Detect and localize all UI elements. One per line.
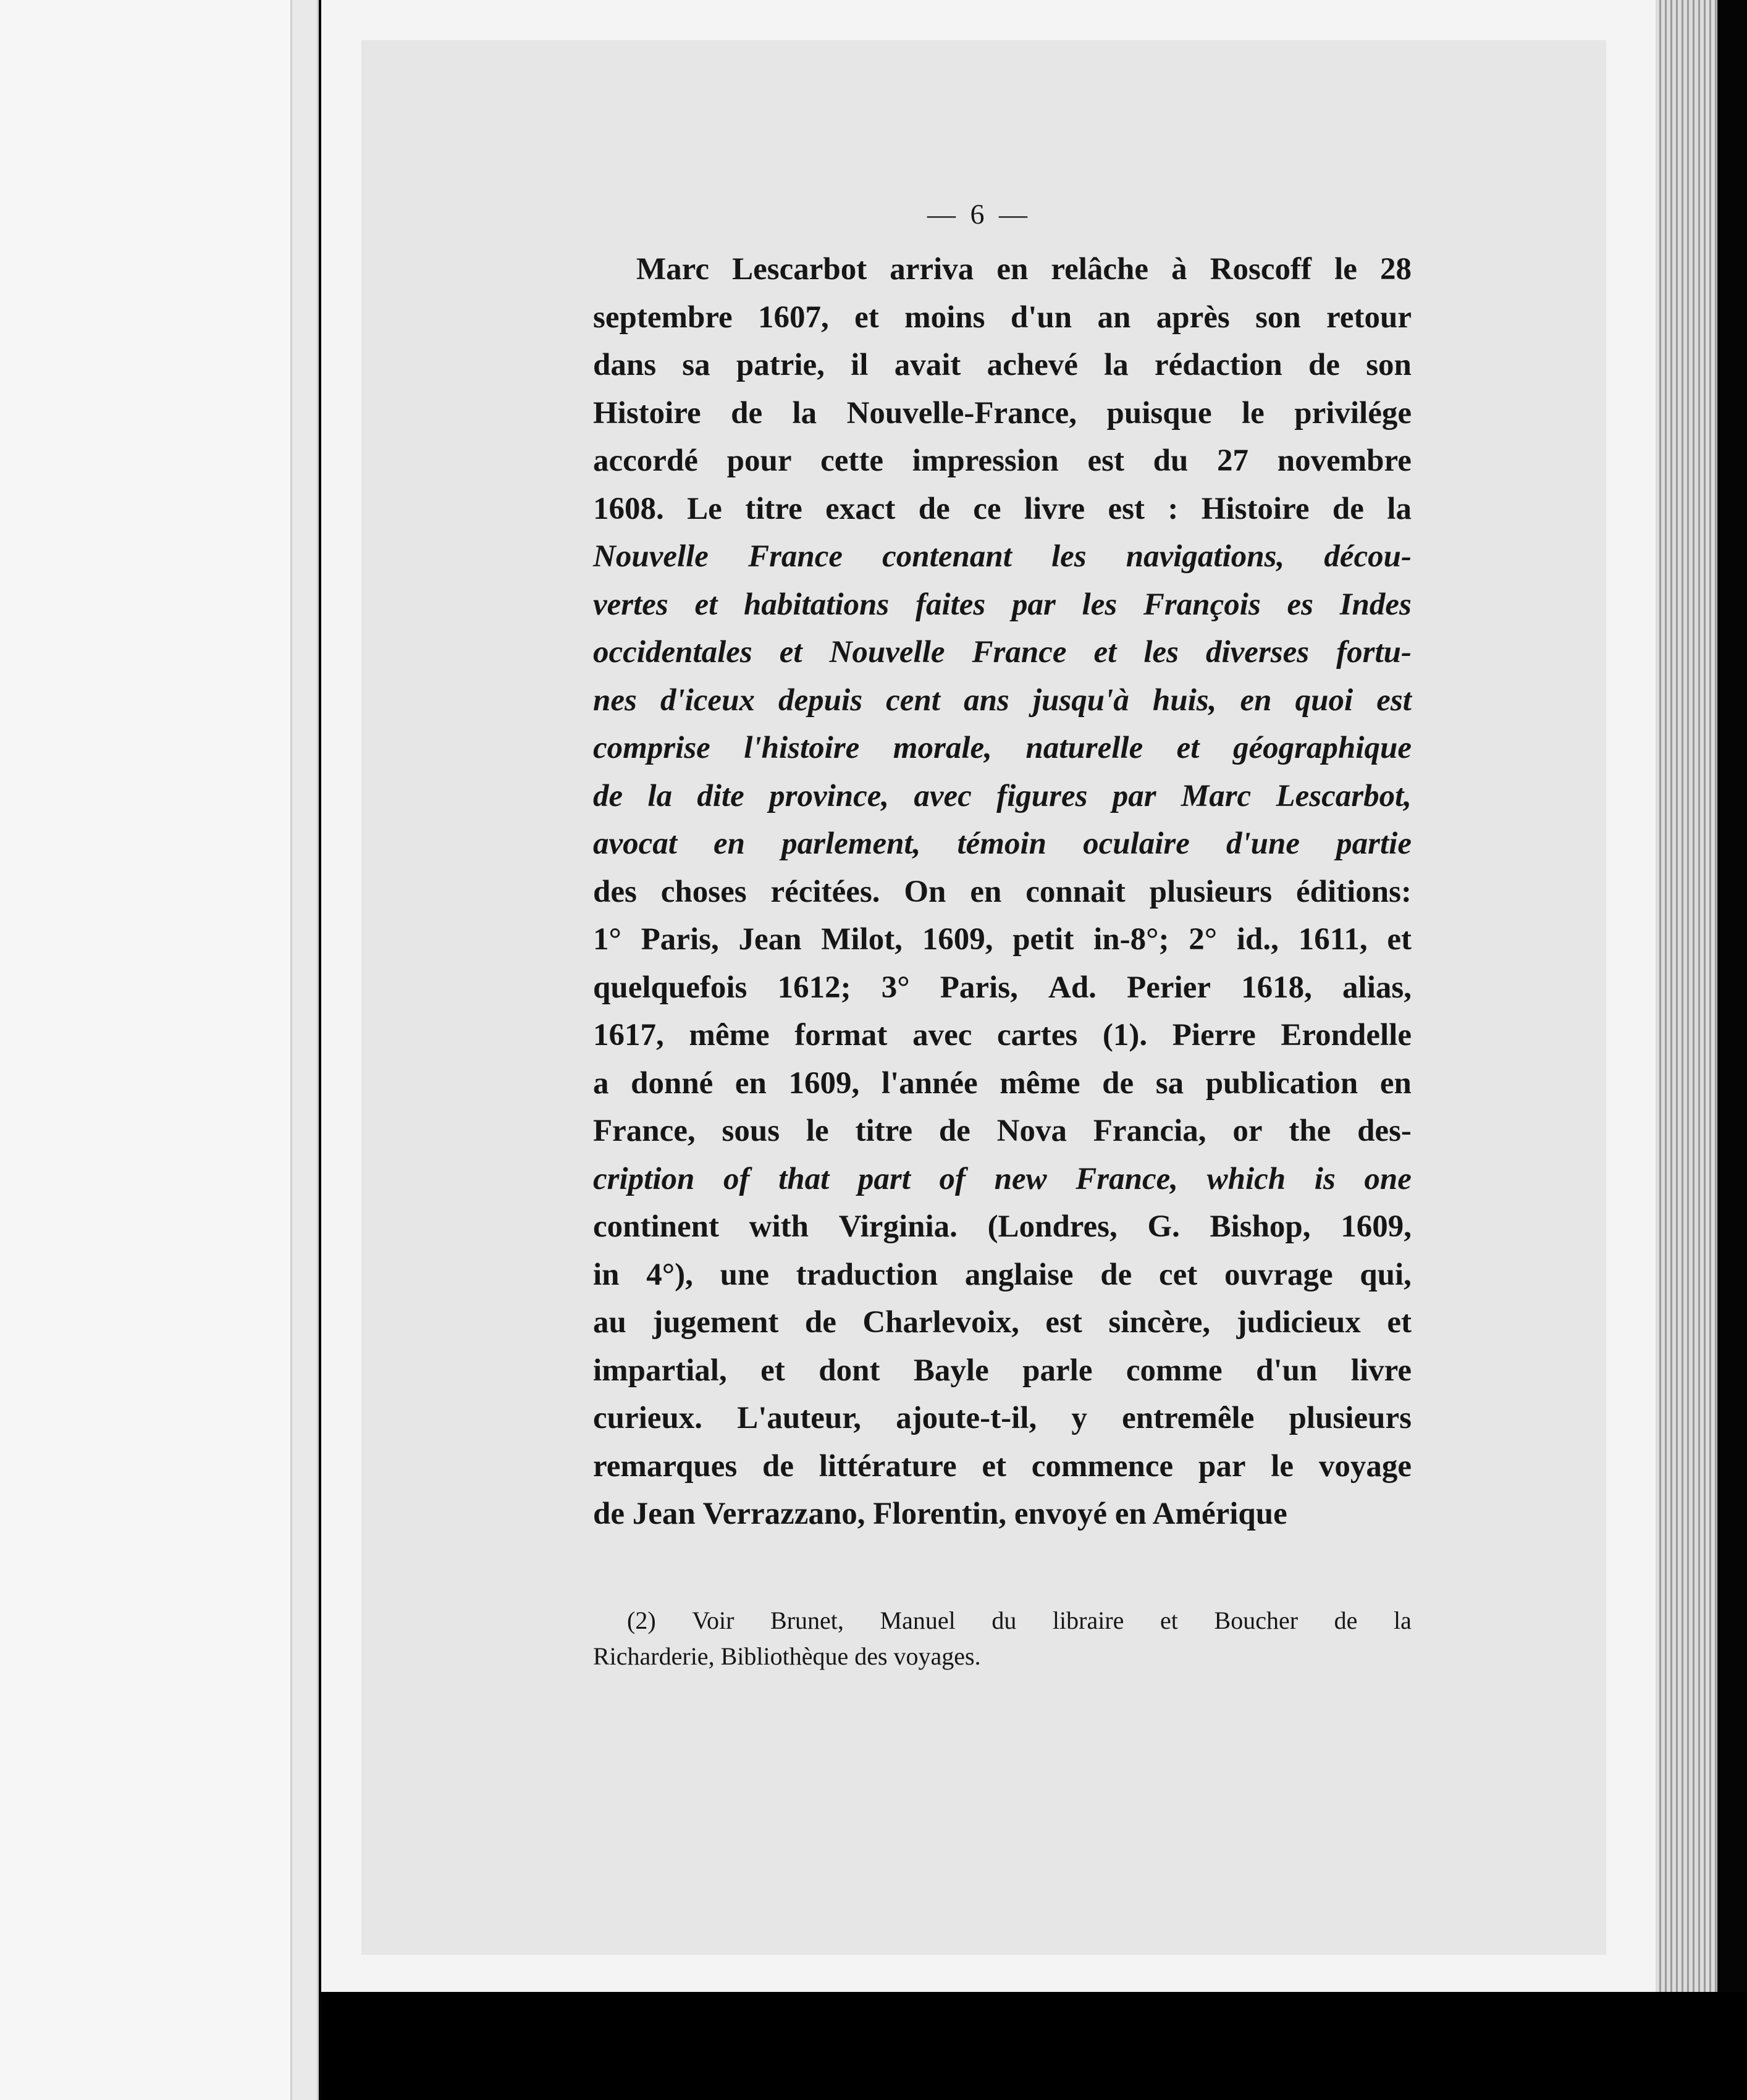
word: cette (820, 443, 884, 478)
word: donné (631, 1065, 714, 1101)
text-line (593, 1251, 1412, 1300)
word: dans (593, 348, 657, 382)
word: morale, (893, 731, 992, 765)
body-text (593, 246, 1412, 1539)
word: commence (1031, 1448, 1174, 1484)
word: new (994, 1161, 1047, 1196)
word: navigations, (1126, 539, 1285, 574)
word: G. (1147, 1209, 1180, 1244)
word: parlement, (781, 826, 921, 861)
word: par (1198, 1448, 1246, 1484)
text-line (593, 437, 1412, 485)
word: id., (1236, 922, 1279, 957)
word: cent (886, 682, 940, 718)
word: géographique (1232, 731, 1412, 765)
word: et (694, 587, 718, 622)
word: jusqu'à (1032, 682, 1129, 718)
page-number: — 6 — (927, 198, 1031, 230)
word: les (1082, 587, 1118, 622)
word: 1608. (593, 491, 664, 526)
word: cet (1158, 1257, 1198, 1292)
text-line (593, 342, 1412, 390)
word: Lescarbot (732, 252, 867, 287)
word: publication (1205, 1065, 1358, 1101)
word: 1618, (1241, 970, 1312, 1005)
word: livre (1350, 1353, 1412, 1388)
word: d'un (1256, 1353, 1318, 1388)
word: ajoute-t-il, (896, 1401, 1037, 1435)
word: du (1153, 443, 1189, 478)
word: traduction (796, 1257, 938, 1292)
word: la (792, 395, 817, 430)
word: Pierre (1172, 1018, 1256, 1052)
word: pour (726, 443, 792, 478)
word: en (1379, 1065, 1412, 1101)
word: témoin (957, 826, 1046, 861)
word: comme (1126, 1353, 1223, 1388)
word: l'année (881, 1065, 978, 1101)
word: quelquefois (593, 970, 747, 1005)
word: anglaise (964, 1257, 1074, 1292)
word: il (851, 348, 869, 382)
word: titre (855, 1114, 912, 1148)
word: 3° (881, 970, 910, 1005)
word: arriva (890, 252, 974, 287)
word: connait (1025, 874, 1126, 909)
word: an (1097, 300, 1131, 335)
word: retour (1326, 300, 1412, 335)
word: Nova (996, 1114, 1067, 1148)
word: occidentales (593, 635, 752, 670)
word: (1). (1102, 1018, 1148, 1052)
word: au (593, 1305, 626, 1340)
footnote-line: Richarderie, Bibliothèque des voyages. (593, 1642, 981, 1670)
word: et (1387, 922, 1412, 957)
word: a (593, 1065, 609, 1101)
word: Nouvelle (829, 635, 945, 670)
word: avocat (593, 826, 677, 861)
word: : (1168, 491, 1179, 526)
text-line: de Jean Verrazzano, Florentin, envoyé en Amérique (593, 1497, 1287, 1531)
text-line (593, 1395, 1412, 1443)
word: France, (593, 1114, 696, 1148)
word: y (1071, 1401, 1087, 1435)
word: continent (593, 1209, 719, 1244)
word: même (689, 1018, 770, 1052)
word: sa (1155, 1065, 1184, 1101)
word: part (857, 1161, 911, 1196)
word: France (748, 539, 843, 574)
word: de (804, 1305, 836, 1340)
word: figures (996, 778, 1088, 813)
word: Histoire (1201, 491, 1310, 526)
word: plusieurs (1289, 1401, 1412, 1435)
word: 4°), (646, 1257, 693, 1292)
word: Nouvelle-France, (846, 395, 1077, 430)
word: diverses (1206, 635, 1310, 670)
word: de (1308, 348, 1340, 382)
word: Manuel (880, 1606, 956, 1634)
word: et (982, 1448, 1007, 1484)
word: Paris, (641, 922, 719, 957)
word: son (1255, 300, 1301, 335)
word: et (1176, 731, 1200, 765)
word: le (1271, 1448, 1294, 1484)
word: nes (593, 682, 637, 718)
word: Indes (1339, 587, 1412, 622)
word: et (1093, 635, 1117, 670)
text-line (593, 1203, 1412, 1251)
book-gutter (290, 0, 319, 2100)
word: relâche (1051, 252, 1149, 287)
word: 2° (1189, 922, 1218, 957)
word: Bayle (913, 1353, 989, 1388)
word: Perier (1127, 970, 1211, 1005)
word: Charlevoix, (862, 1305, 1019, 1340)
word: son (1366, 348, 1412, 382)
word: faites (915, 587, 986, 622)
word: la (1394, 1606, 1412, 1634)
word: vertes (593, 587, 668, 622)
word: voyage (1318, 1448, 1412, 1484)
word: accordé (593, 443, 698, 478)
word: de (1100, 1257, 1132, 1292)
word: Virginia. (838, 1209, 958, 1244)
word: Roscoff (1210, 252, 1311, 287)
word: décou- (1324, 539, 1412, 574)
word: ouvrage (1224, 1257, 1333, 1292)
word: d'une (1226, 826, 1300, 861)
word: es (1287, 587, 1313, 622)
word: cription (593, 1161, 695, 1196)
word: entremêle (1122, 1401, 1255, 1435)
word: contenant (882, 539, 1012, 574)
word: the (1289, 1114, 1331, 1148)
word: 1617, (593, 1018, 664, 1052)
word: Jean (738, 922, 802, 957)
word: in-8°; (1093, 922, 1169, 957)
word: en (970, 874, 1002, 909)
word: On (904, 874, 946, 909)
word: littérature (819, 1448, 957, 1484)
word: Voir (692, 1606, 735, 1634)
footnote-line (593, 1603, 1412, 1639)
word: et (1160, 1606, 1178, 1634)
word: avec (912, 1018, 972, 1052)
word: titre (745, 491, 802, 526)
word: septembre (593, 300, 733, 335)
word: même (1000, 1065, 1080, 1101)
word: cartes (997, 1018, 1078, 1052)
word: par (1011, 587, 1056, 622)
word: par (1112, 778, 1156, 813)
word: puisque (1106, 395, 1212, 430)
word: one (1364, 1161, 1412, 1196)
word: petit (1012, 922, 1074, 957)
word: d'un (1010, 300, 1072, 335)
word: curieux. (593, 1401, 703, 1435)
word: en (1240, 682, 1272, 718)
word: of (939, 1161, 966, 1196)
word: with (749, 1209, 809, 1244)
bottom-border (321, 1992, 1747, 2100)
word: Marc (1181, 778, 1252, 813)
word: habitations (744, 587, 890, 622)
word: de (918, 491, 950, 526)
word: de (731, 395, 763, 430)
text-line (593, 1107, 1412, 1156)
word: les (1051, 539, 1087, 574)
word: le (806, 1114, 829, 1148)
word: 27 (1217, 443, 1249, 478)
word: Brunet, (770, 1606, 844, 1634)
word: la (1104, 348, 1129, 382)
word: of (723, 1161, 750, 1196)
word: François (1143, 587, 1261, 622)
word: France (972, 635, 1067, 670)
word: oculaire (1083, 826, 1190, 861)
word: Ad. (1048, 970, 1097, 1005)
word: huis, (1152, 682, 1217, 718)
word: est (1108, 491, 1145, 526)
word: Nouvelle (593, 539, 709, 574)
word: privilége (1294, 395, 1412, 430)
word: comprise (593, 731, 710, 765)
text-line (593, 1347, 1412, 1395)
word: libraire (1052, 1606, 1124, 1634)
word: l'histoire (744, 731, 860, 765)
word: récitées. (770, 874, 880, 909)
text-line (593, 390, 1412, 438)
word: en (996, 252, 1029, 287)
word: achevé (987, 348, 1078, 382)
text-line (593, 964, 1412, 1012)
word: Bishop, (1210, 1209, 1311, 1244)
word: is (1314, 1161, 1336, 1196)
previous-page (0, 0, 290, 2100)
word: 1607, (758, 300, 829, 335)
word: exact (825, 491, 896, 526)
word: après (1156, 300, 1230, 335)
text-line (593, 1060, 1412, 1108)
text-line (593, 916, 1412, 964)
word: depuis (778, 682, 863, 718)
word: sous (722, 1114, 780, 1148)
word: naturelle (1025, 731, 1143, 765)
word: la (647, 778, 673, 813)
word: est (1376, 682, 1412, 718)
word: 1° (593, 922, 621, 957)
word: en (735, 1065, 767, 1101)
word: et (1387, 1305, 1412, 1340)
word: qui, (1360, 1257, 1412, 1292)
word: plusieurs (1149, 874, 1273, 909)
word: Le (687, 491, 722, 526)
word: rédaction (1154, 348, 1282, 382)
word: avec (914, 778, 972, 813)
text-line (593, 533, 1412, 581)
word: 1612; (777, 970, 851, 1005)
word: du (991, 1606, 1017, 1634)
text-line (593, 485, 1412, 534)
word: est (1087, 443, 1124, 478)
word: Histoire (593, 395, 701, 430)
word: sincère, (1108, 1305, 1211, 1340)
word: parle (1022, 1353, 1093, 1388)
text-line (593, 1299, 1412, 1347)
word: dite (697, 778, 744, 813)
word: des (593, 874, 637, 909)
word: Milot, (821, 922, 903, 957)
word: d'iceux (660, 682, 755, 718)
word: alias, (1342, 970, 1412, 1005)
word: remarques (593, 1448, 738, 1484)
word: dont (819, 1353, 880, 1388)
word: jugement (652, 1305, 779, 1340)
word: Lescarbot, (1276, 778, 1412, 813)
word: de (593, 778, 623, 813)
word: le (1334, 252, 1357, 287)
word: Erondelle (1281, 1018, 1412, 1052)
text-line (593, 868, 1412, 917)
word: fortu- (1336, 635, 1412, 670)
text-line (593, 677, 1412, 725)
word: 28 (1379, 252, 1412, 287)
word: Francia, (1093, 1114, 1206, 1148)
word: de (1334, 1606, 1358, 1634)
word: avait (894, 348, 961, 382)
word: impartial, (593, 1353, 727, 1388)
text-line (593, 773, 1412, 821)
word: ce (973, 491, 1001, 526)
word: livre (1024, 491, 1085, 526)
word: partie (1336, 826, 1412, 861)
word: et (854, 300, 879, 335)
word: la (1387, 491, 1412, 526)
text-line (593, 246, 1412, 294)
word: Paris, (940, 970, 1018, 1005)
word: France, (1076, 1161, 1178, 1196)
word: L'auteur, (737, 1401, 861, 1435)
footnote (593, 1603, 1412, 1674)
word: choses (660, 874, 747, 909)
word: de (938, 1114, 970, 1148)
word: Marc (636, 252, 709, 287)
word: sa (682, 348, 710, 382)
word: novembre (1277, 443, 1412, 478)
word: le (1241, 395, 1265, 430)
text-line (593, 1443, 1412, 1491)
page-edges (1656, 0, 1717, 1992)
word: en (714, 826, 746, 861)
text-line (593, 581, 1412, 629)
word: et (779, 635, 802, 670)
word: des- (1357, 1114, 1412, 1148)
word: éditions: (1295, 874, 1412, 909)
word: une (720, 1257, 769, 1292)
word: province, (769, 778, 890, 813)
word: à (1171, 252, 1187, 287)
text-line (593, 1156, 1412, 1204)
word: 1609, (788, 1065, 860, 1101)
text-line (593, 820, 1412, 868)
text-line (593, 294, 1412, 342)
word: 1609, (922, 922, 993, 957)
word: moins (904, 300, 985, 335)
word: Boucher (1214, 1606, 1299, 1634)
word: format (794, 1018, 888, 1052)
word: est (1045, 1305, 1082, 1340)
word: patrie, (736, 348, 825, 382)
word: 1609, (1341, 1209, 1412, 1244)
word: quoi (1295, 682, 1353, 718)
word: (2) (627, 1606, 656, 1634)
word: de (1332, 491, 1364, 526)
word: de (1102, 1065, 1134, 1101)
word: de (762, 1448, 794, 1484)
word: that (778, 1161, 830, 1196)
word: (Londres, (987, 1209, 1118, 1244)
word: judicieux (1236, 1305, 1361, 1340)
word: les (1143, 635, 1179, 670)
word: 1611, (1298, 922, 1368, 957)
word: in (593, 1257, 620, 1292)
word: ans (964, 682, 1009, 718)
word: et (760, 1353, 785, 1388)
word: or (1232, 1114, 1263, 1148)
text-line (593, 724, 1412, 773)
text-line (593, 1012, 1412, 1060)
word: impression (912, 443, 1059, 478)
word: which (1206, 1161, 1286, 1196)
text-line (593, 629, 1412, 677)
